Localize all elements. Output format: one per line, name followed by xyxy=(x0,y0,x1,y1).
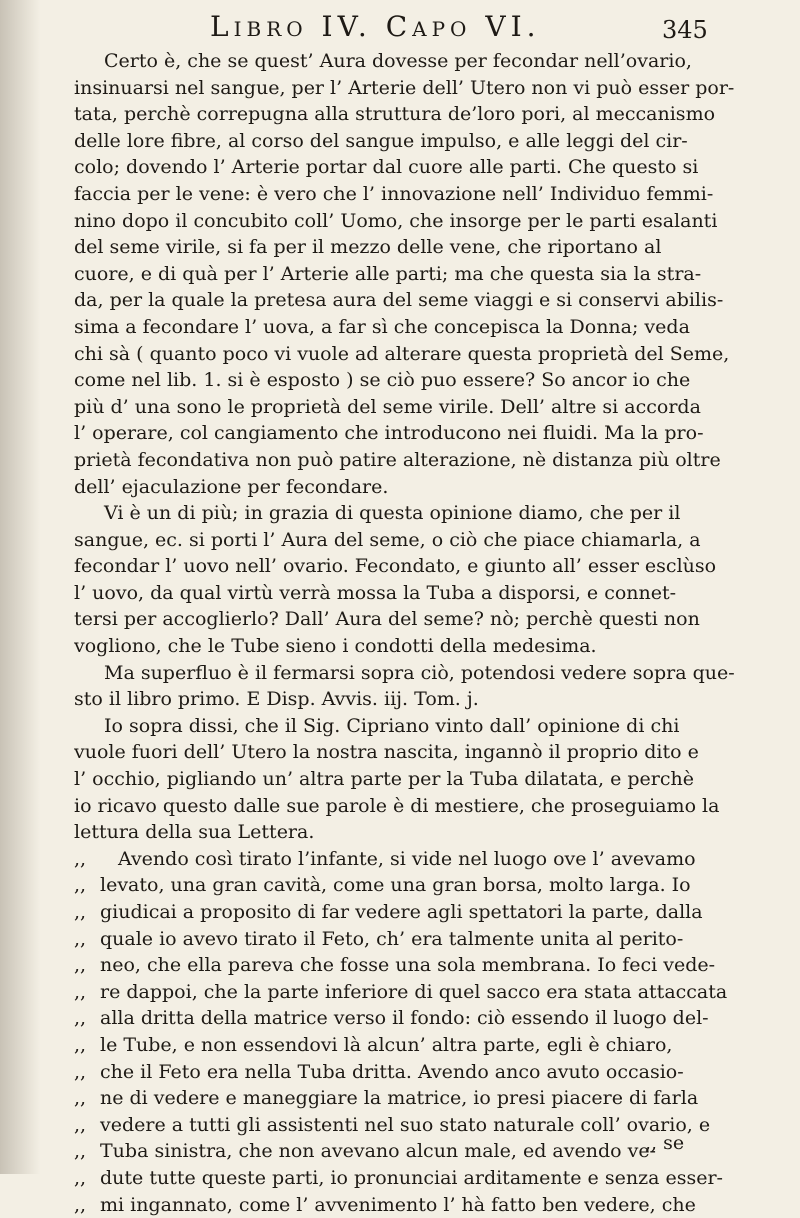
quotation-text: le Tube, e non essendovi là alcun’ altra parte, egli è chiaro, xyxy=(100,1033,673,1056)
text-line: fecondar l’ uovo nell’ ovario. Fecondato, e giunto all’ esser esclùso xyxy=(74,555,717,578)
text-line: l’ operare, col cangiamento che introducono nei fluidi. Ma la pro- xyxy=(74,422,704,445)
quotation-line xyxy=(74,846,778,873)
quotation-line xyxy=(74,952,778,979)
quotation-text: alla dritta della matrice verso il fondo: ciò essendo il luogo del- xyxy=(100,1007,709,1030)
quotation-mark: ,, xyxy=(74,1007,87,1030)
text-line: faccia per le vene: è vero che l’ innovazione nell’ Individuo femmi- xyxy=(74,182,714,205)
catchword: ,, se xyxy=(645,1132,685,1154)
gutter-shadow xyxy=(0,0,40,1174)
text-line: insinuarsi nel sangue, per l’ Arterie dell’ Utero non vi può esser por- xyxy=(74,76,735,99)
quotation-text: vedere a tutti gli assistenti nel suo stato naturale coll’ ovario, e xyxy=(100,1113,711,1136)
quotation-text: Tuba sinistra, che non avevano alcun male, ed avendo ve- xyxy=(100,1140,656,1163)
text-line: vogliono, che le Tube sieno i condotti della medesima. xyxy=(74,635,597,658)
text-line: colo; dovendo l’ Arterie portar dal cuore alle parti. Che questo si xyxy=(74,156,699,179)
quotation-mark: ,, xyxy=(74,1166,87,1189)
quotation-line xyxy=(74,1005,778,1032)
text-line: sto il libro primo. E Disp. Avvis. iij. Tom. j. xyxy=(74,688,479,711)
text-line: io ricavo questo dalle sue parole è di mestiere, che proseguiamo la xyxy=(74,794,720,817)
quotation-mark: ,, xyxy=(74,1113,87,1136)
quotation-block xyxy=(74,846,778,1218)
page-number: 345 xyxy=(662,16,708,44)
quotation-mark: ,, xyxy=(74,980,87,1003)
quotation-mark: ,, xyxy=(74,1140,87,1163)
quotation-line xyxy=(74,979,778,1006)
quotation-text: Avendo così tirato l’infante, si vide nel luogo ove l’ avevamo xyxy=(118,847,696,870)
text-line: cuore, e di quà per l’ Arterie alle parti; ma che questa sia la stra- xyxy=(74,262,702,285)
quotation-line xyxy=(74,899,778,926)
quotation-text: ne di vedere e maneggiare la matrice, io presi piacere di farla xyxy=(100,1087,699,1110)
text-line: chi sà ( quanto poco vi vuole ad alterare questa proprietà del Seme, xyxy=(74,342,730,365)
text-line: Io sopra dissi, che il Sig. Cipriano vinto dall’ opinione di chi xyxy=(104,714,680,737)
paragraph xyxy=(74,500,778,660)
quotation-line xyxy=(74,1165,778,1192)
quotation-text: mi ingannato, come l’ avvenimento l’ hà fatto ben vedere, che xyxy=(100,1193,696,1216)
text-line: da, per la quale la pretesa aura del seme viaggi e si conservi abilis- xyxy=(74,289,724,312)
quotation-mark: ,, xyxy=(74,901,87,923)
quotation-text: neo, che ella pareva che fosse una sola membrana. Io feci vede- xyxy=(100,954,716,977)
text-line: Ma superfluo è il fermarsi sopra ciò, potendosi vedere sopra que- xyxy=(104,661,735,684)
text-line: l’ occhio, pigliando un’ altra parte per la Tuba dilatata, e perchè xyxy=(74,768,694,791)
text-line: Certo è, che se quest’ Aura dovesse per fecondar nell’ovario, xyxy=(104,50,692,72)
paragraph xyxy=(74,660,778,713)
quotation-mark: ,, xyxy=(74,874,87,897)
text-line: l’ uovo, da qual virtù verrà mossa la Tuba a disporsi, e connet- xyxy=(74,581,677,604)
page-header xyxy=(0,6,800,46)
text-line: vuole fuori dell’ Utero la nostra nascita, ingannò il proprio dito e xyxy=(74,741,699,764)
text-line: come nel lib. 1. si è esposto ) se ciò puo essere? So ancor io che xyxy=(74,369,691,392)
quotation-mark: ,, xyxy=(74,847,87,870)
running-head: Libro IV. Capo VI. xyxy=(210,10,541,43)
quotation-line xyxy=(74,1059,778,1086)
text-line: prietà fecondativa non può patire alterazione, nè distanza più oltre xyxy=(74,448,721,471)
quotation-line xyxy=(74,1085,778,1112)
quotation-line xyxy=(74,1192,778,1218)
quotation-mark: ,, xyxy=(74,954,87,977)
quotation-text: levato, una gran cavità, come una gran borsa, molto larga. Io xyxy=(100,874,691,897)
text-line: nino dopo il concubito coll’ Uomo, che insorge per le parti esalanti xyxy=(74,209,718,232)
text-line: del seme virile, si fa per il mezzo delle vene, che riportano al xyxy=(74,236,662,259)
text-line: dell’ ejaculazione per fecondare. xyxy=(74,475,389,498)
text-line: sangue, ec. si porti l’ Aura del seme, o ciò che piace chiamarla, a xyxy=(74,528,701,551)
quotation-line xyxy=(74,872,778,899)
quotation-text: che il Feto era nella Tuba dritta. Avendo anco avuto occasio- xyxy=(100,1060,684,1083)
text-line: tata, perchè correpugna alla struttura de’loro pori, al meccanismo xyxy=(74,103,716,126)
quotation-mark: ,, xyxy=(74,927,87,950)
quotation-text: giudicai a proposito di far vedere agli spettatori la parte, dalla xyxy=(100,901,703,923)
text-line: delle lore fibre, al corso del sangue impulso, e alle leggi del cir- xyxy=(74,129,688,152)
text-line: più d’ una sono le proprietà del seme virile. Dell’ altre si accorda xyxy=(74,395,701,418)
quotation-text: re dappoi, che la parte inferiore di quel sacco era stata attaccata xyxy=(100,980,728,1003)
text-line: lettura della sua Lettera. xyxy=(74,821,315,844)
quotation-text: dute tutte queste parti, io pronunciai arditamente e senza esser- xyxy=(100,1166,723,1189)
quotation-mark: ,, xyxy=(74,1193,87,1216)
quotation-mark: ,, xyxy=(74,1087,87,1110)
text-line: tersi per accoglierlo? Dall’ Aura del seme? nò; perchè questi non xyxy=(74,608,700,631)
text-line: Vi è un di più; in grazia di questa opinione diamo, che per il xyxy=(104,502,681,525)
quotation-line xyxy=(74,1032,778,1059)
paragraph xyxy=(74,713,778,846)
quotation-mark: ,, xyxy=(74,1060,87,1083)
quotation-line xyxy=(74,926,778,953)
text-line: sima a fecondare l’ uova, a far sì che concepisca la Donna; veda xyxy=(74,315,690,338)
quotation-mark: ,, xyxy=(74,1033,87,1056)
quotation-text: quale io avevo tirato il Feto, ch’ era talmente unita al perito- xyxy=(100,927,684,950)
body-text xyxy=(74,48,778,1218)
paragraph xyxy=(74,48,778,500)
